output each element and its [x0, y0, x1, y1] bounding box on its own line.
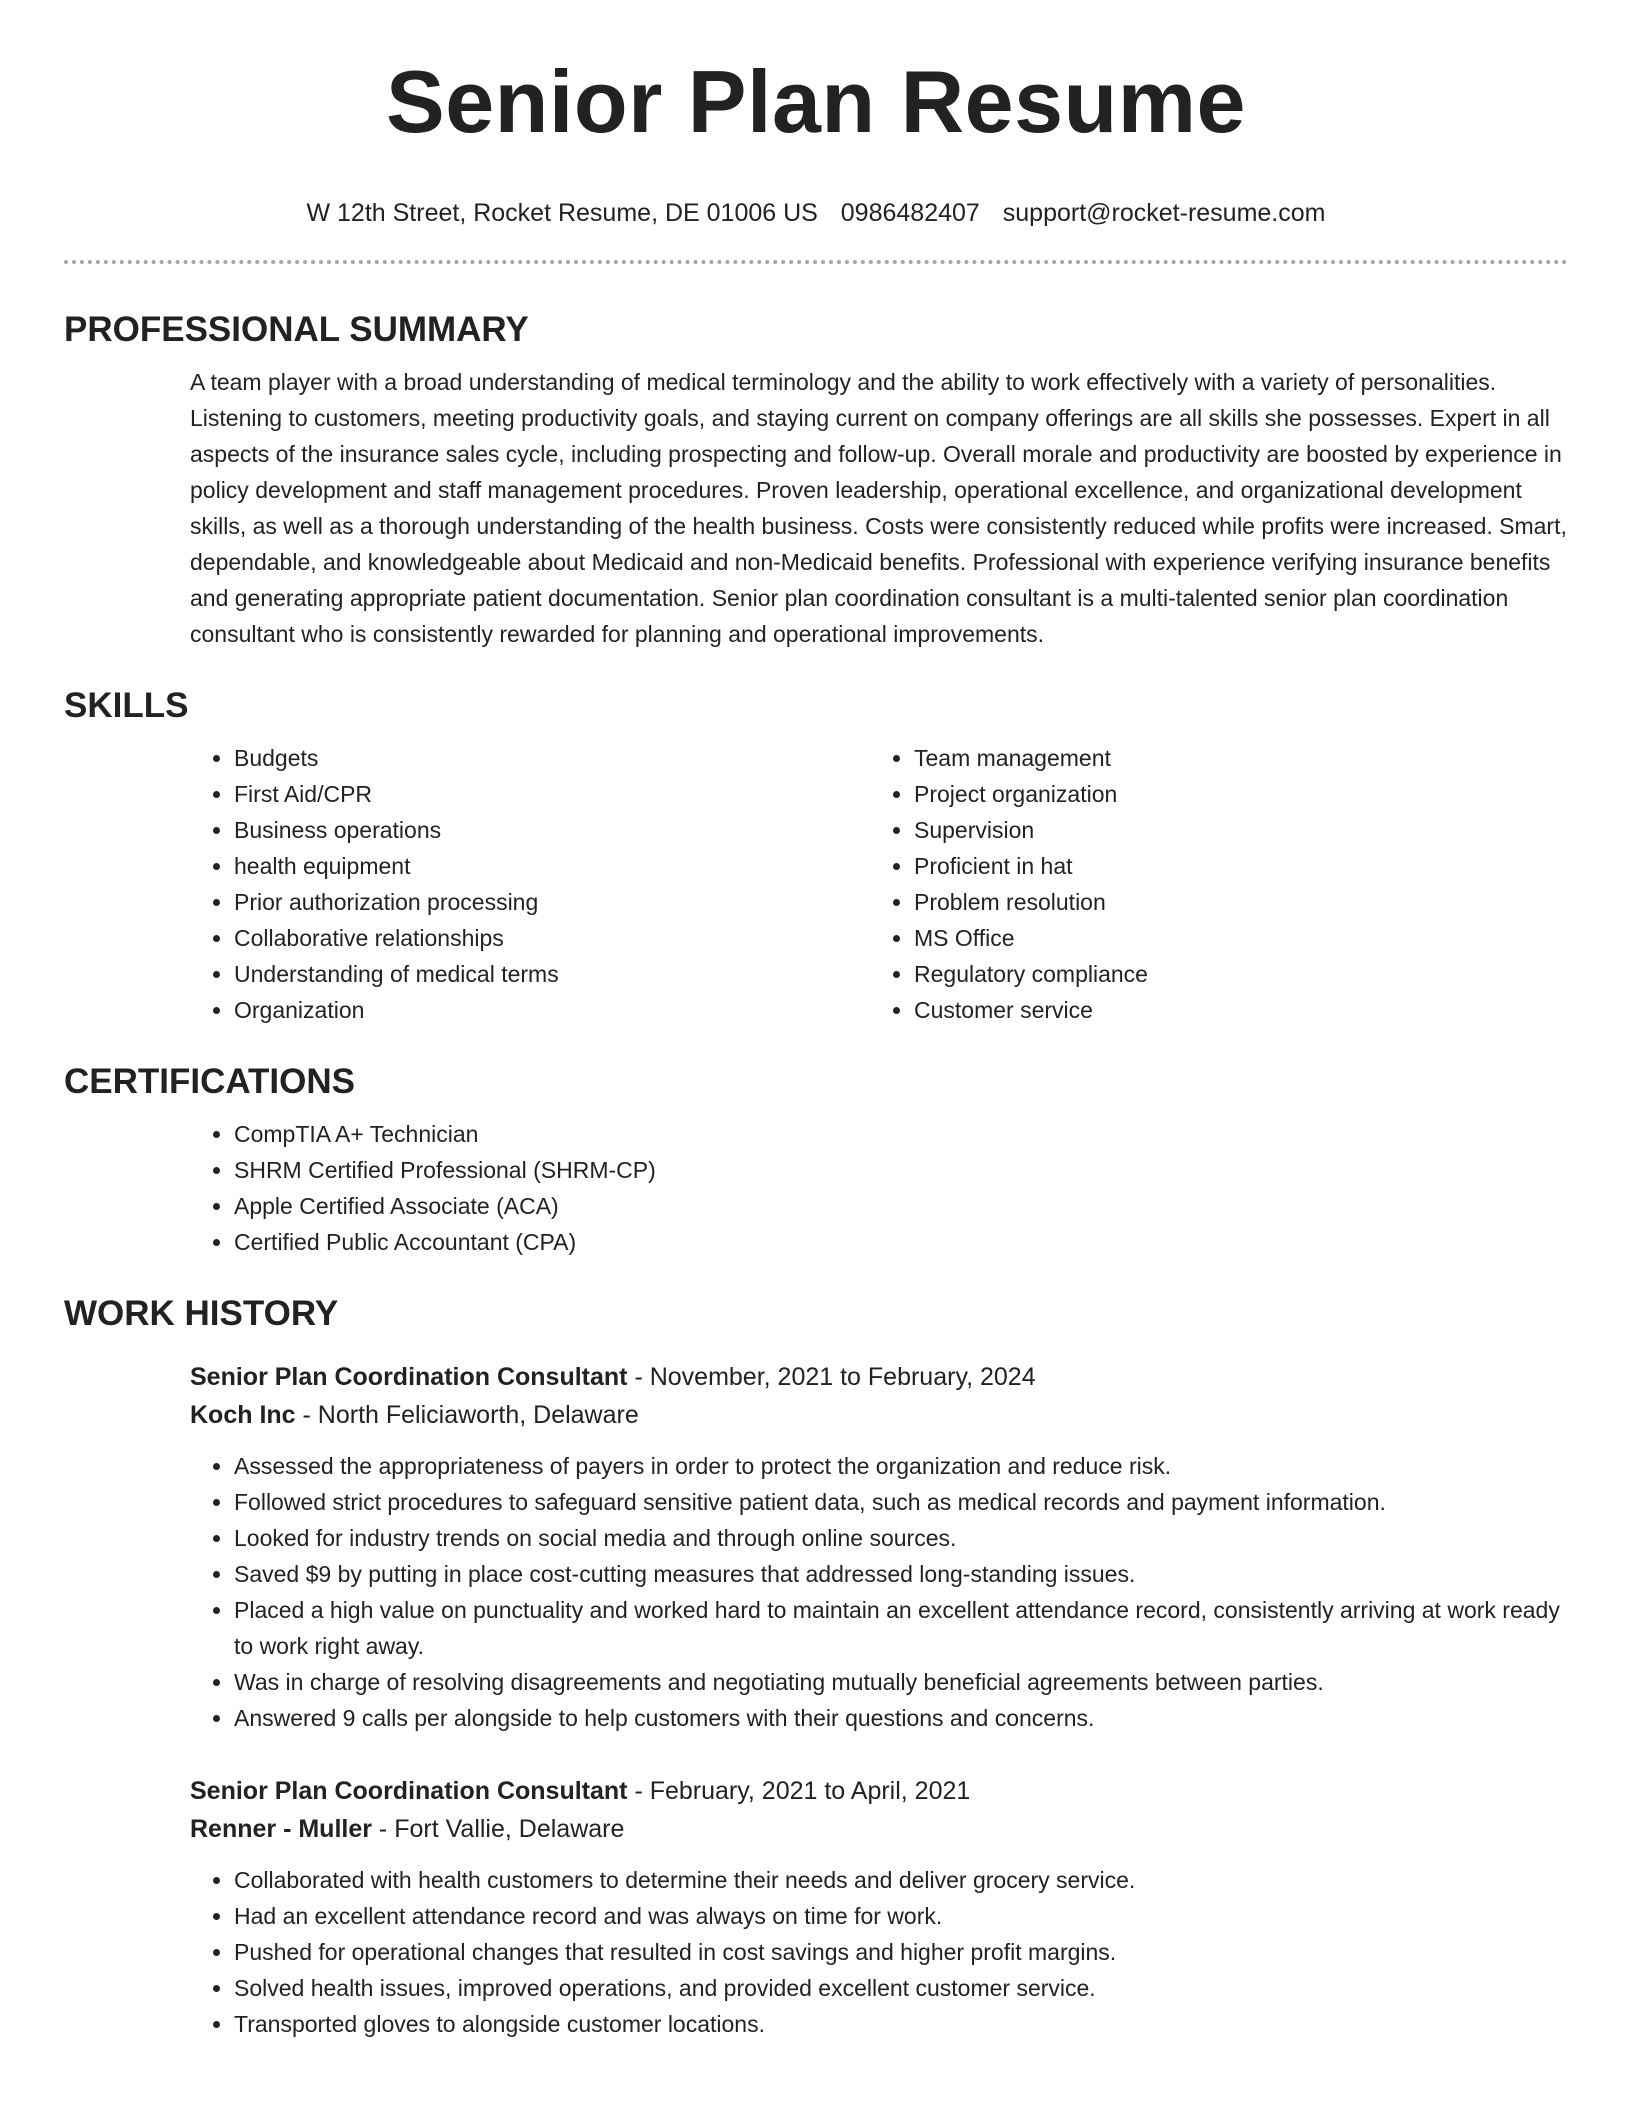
- skill-item: • Regulatory compliance: [914, 956, 1550, 992]
- skills-column-left: [190, 740, 870, 1028]
- skill-item: • MS Office: [914, 920, 1550, 956]
- job-bullet: • Had an excellent attendance record and was always on time for work.: [234, 1898, 1568, 1934]
- skill-item: • Customer service: [914, 992, 1550, 1028]
- resume-header: [64, 0, 1568, 228]
- job-bullet: • Assessed the appropriateness of payers in order to protect the organization and reduce risk.: [234, 1448, 1568, 1484]
- job-company: Renner - Muller: [190, 1815, 372, 1843]
- certification-item: • SHRM Certified Professional (SHRM-CP): [234, 1152, 1568, 1188]
- contact-address: W 12th Street, Rocket Resume, DE 01006 US: [306, 199, 818, 227]
- skill-item: • Collaborative relationships: [234, 920, 870, 956]
- job-location: - Fort Vallie, Delaware: [371, 1815, 625, 1843]
- certification-item: • Apple Certified Associate (ACA): [234, 1188, 1568, 1224]
- skill-item: • Organization: [234, 992, 870, 1028]
- skills-list: [190, 740, 1568, 1028]
- job-bullet: • Answered 9 calls per alongside to help customers with their questions and concerns.: [234, 1700, 1568, 1736]
- job-bullet: • Was in charge of resolving disagreements and negotiating mutually beneficial agreements between parties.: [234, 1664, 1568, 1700]
- job-bullet: • Pushed for operational changes that resulted in cost savings and higher profit margins.: [234, 1934, 1568, 1970]
- job-bullet: • Solved health issues, improved operations, and provided excellent customer service.: [234, 1970, 1568, 2006]
- job-bullet: • Placed a high value on punctuality and worked hard to maintain an excellent attendance record, consistently arriving at work ready to work right away.: [234, 1592, 1568, 1664]
- job-title-line: [190, 1772, 1568, 1810]
- skill-item: • First Aid/CPR: [234, 776, 870, 812]
- header-divider: [64, 260, 1568, 264]
- job-title-line: [190, 1358, 1568, 1396]
- job-bullet: • Transported gloves to alongside customer locations.: [234, 2006, 1568, 2042]
- job-role: Senior Plan Coordination Consultant: [190, 1363, 628, 1391]
- certification-item: • CompTIA A+ Technician: [234, 1116, 1568, 1152]
- contact-phone: 0986482407: [840, 199, 980, 227]
- job-bullet: • Collaborated with health customers to determine their needs and deliver grocery service.: [234, 1862, 1568, 1898]
- skill-item: • Budgets: [234, 740, 870, 776]
- skills-column-right: [870, 740, 1550, 1028]
- certifications-list: [190, 1116, 1568, 1260]
- work-history-heading: WORK HISTORY: [64, 1294, 339, 1333]
- skill-item: • Business operations: [234, 812, 870, 848]
- job-company: Koch Inc: [190, 1401, 296, 1429]
- skill-item: • Project organization: [914, 776, 1550, 812]
- skill-item: • health equipment: [234, 848, 870, 884]
- skill-item: • Proficient in hat: [914, 848, 1550, 884]
- job-location: - North Feliciaworth, Delaware: [295, 1401, 639, 1429]
- skill-item: • Problem resolution: [914, 884, 1550, 920]
- job-bullets: [190, 1862, 1568, 2042]
- job-company-line: [190, 1396, 1568, 1434]
- candidate-name: Senior Plan Resume: [386, 52, 1246, 151]
- job-company-line: [190, 1810, 1568, 1848]
- job-entry: [190, 1358, 1568, 1736]
- skill-item: • Team management: [914, 740, 1550, 776]
- contact-info: [64, 198, 1568, 228]
- job-entry: [190, 1772, 1568, 2042]
- skill-item: • Supervision: [914, 812, 1550, 848]
- skill-item: • Understanding of medical terms: [234, 956, 870, 992]
- summary-text: A team player with a broad understanding of medical terminology and the ability to work effectively with a variety of personalities. Listening to customers, meeting productivity goals, and staying current on company offerings are all skills she possesses. Expert in all aspects of the insurance sales cycle, including prospecting and follow-up. Overall morale and productivity are boosted by experience in policy development and staff management procedures. Proven leadership, operational excellence, and organizational development skills, as well as a thorough understanding of the health business. Costs were consistently reduced while profits were increased. Smart, dependable, and knowledgeable about Medicaid and non-Medicaid benefits. Professional with experience verifying insurance benefits and generating appropriate patient documentation. Senior plan coordination consultant is a multi-talented senior plan coordination consultant who is consistently rewarded for planning and operational improvements.: [190, 369, 1567, 647]
- job-bullet: • Saved $9 by putting in place cost-cutting measures that addressed long-standing issues.: [234, 1556, 1568, 1592]
- job-bullets: [190, 1448, 1568, 1736]
- skill-item: • Prior authorization processing: [234, 884, 870, 920]
- skills-heading: SKILLS: [64, 686, 189, 725]
- job-bullet: • Followed strict procedures to safeguard sensitive patient data, such as medical records and payment information.: [234, 1484, 1568, 1520]
- certification-item: • Certified Public Accountant (CPA): [234, 1224, 1568, 1260]
- job-dates: - November, 2021 to February, 2024: [627, 1363, 1036, 1391]
- contact-email: support@rocket-resume.com: [1002, 199, 1326, 227]
- summary-heading: PROFESSIONAL SUMMARY: [64, 310, 529, 349]
- job-role: Senior Plan Coordination Consultant: [190, 1777, 628, 1805]
- certifications-heading: CERTIFICATIONS: [64, 1062, 356, 1101]
- job-dates: - February, 2021 to April, 2021: [627, 1777, 971, 1805]
- job-bullet: • Looked for industry trends on social media and through online sources.: [234, 1520, 1568, 1556]
